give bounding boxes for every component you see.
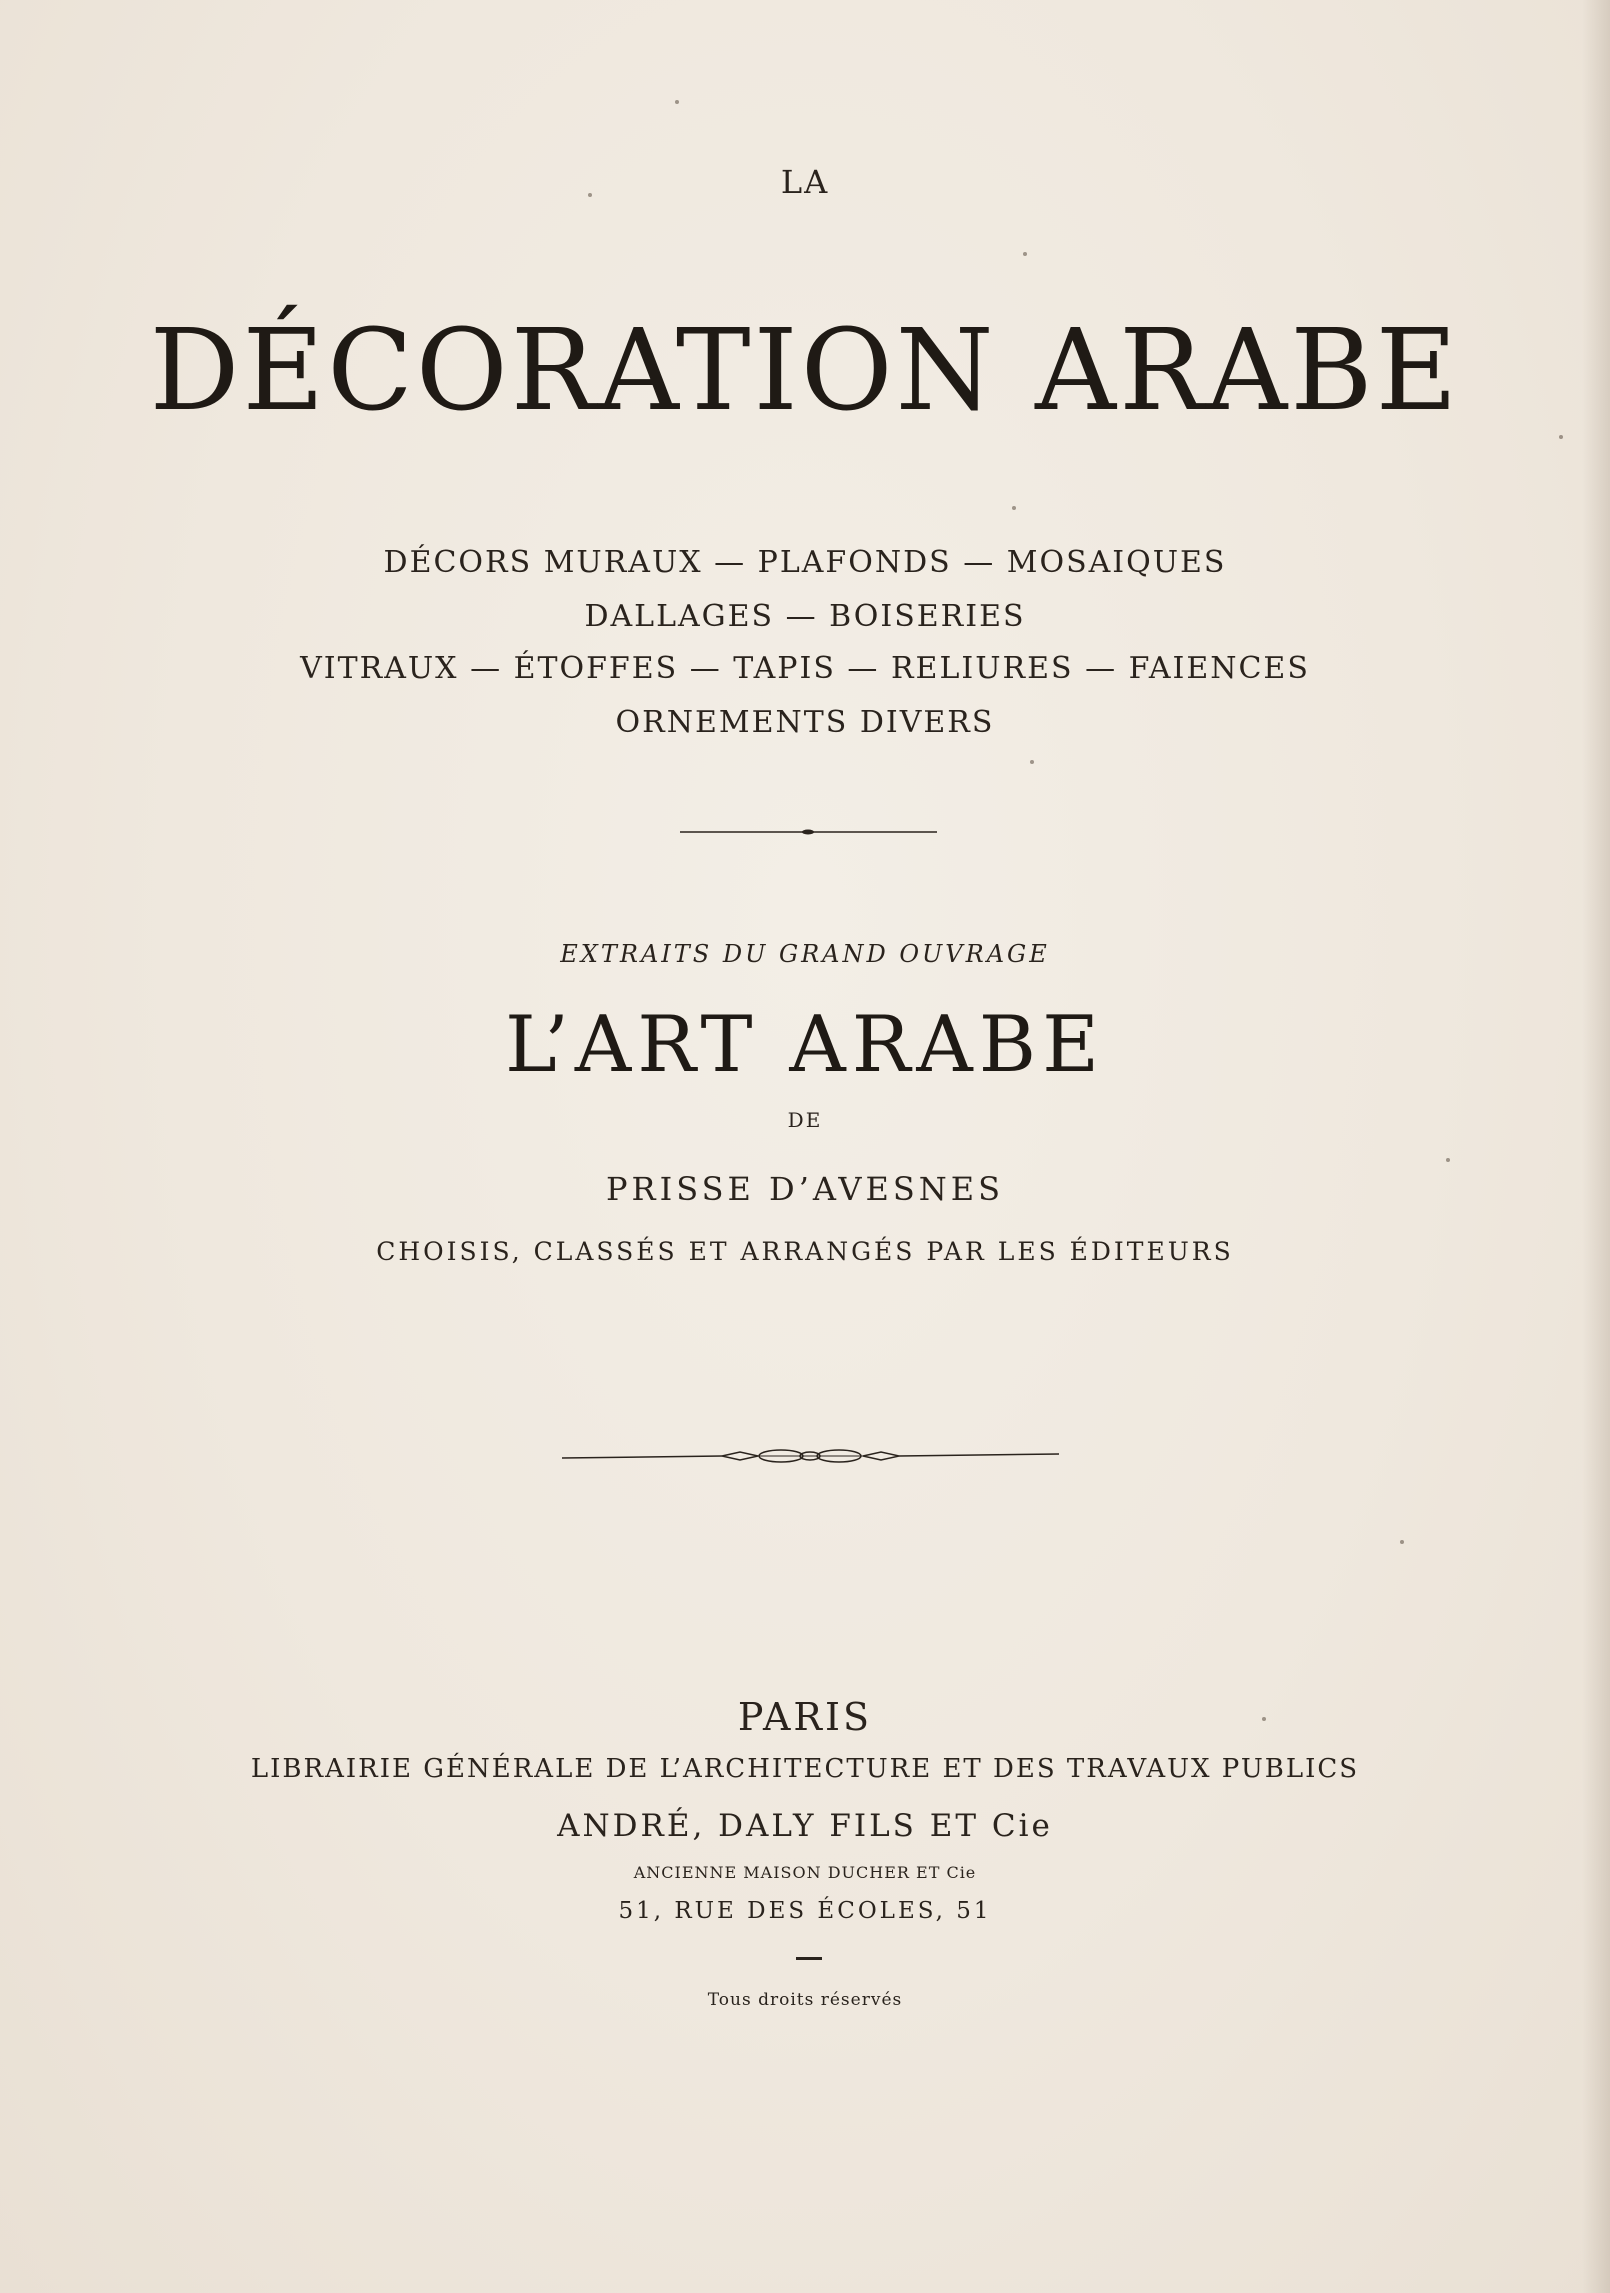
foxing-speck — [1400, 1540, 1404, 1544]
title-article: LA — [780, 163, 830, 201]
foxing-speck — [1446, 1158, 1450, 1162]
publisher-address: 51, RUE DES ÉCOLES, 51 — [618, 1898, 992, 1924]
author-name: PRISSE D’AVESNES — [605, 1170, 1005, 1208]
foxing-speck — [1023, 252, 1027, 256]
foxing-speck — [1030, 760, 1034, 764]
foxing-speck — [1012, 506, 1016, 510]
publisher-house: LIBRAIRIE GÉNÉRALE DE L’ARCHITECTURE ET DES TRAVAUX PUBLICS — [250, 1754, 1360, 1784]
extraits-line: EXTRAITS DU GRAND OUVRAGE — [560, 940, 1050, 968]
rights-notice: Tous droits réservés — [707, 1990, 903, 2010]
main-title: DÉCORATION ARABE — [149, 306, 1461, 436]
work-title: L’ART ARABE — [504, 1000, 1106, 1090]
subject-line: DÉCORS MURAUX — PLAFONDS — MOSAIQUES — [383, 545, 1227, 580]
preposition-de: DE — [787, 1108, 823, 1132]
short-dash-rule — [796, 1957, 822, 1960]
subject-line: VITRAUX — ÉTOFFES — TAPIS — RELIURES — FAIENCES — [300, 651, 1310, 686]
publisher-name: ANDRÉ, DALY FILS ET Cie — [557, 1808, 1053, 1844]
ornamental-rule — [562, 1440, 1059, 1472]
imprint-city: PARIS — [737, 1695, 873, 1739]
former-house: ANCIENNE MAISON DUCHER ET Cie — [633, 1863, 977, 1882]
arranged-by-line: CHOISIS, CLASSÉS ET ARRANGÉS PAR LES ÉDITEURS — [376, 1237, 1234, 1266]
subject-line: ORNEMENTS DIVERS — [615, 705, 995, 740]
foxing-speck — [675, 100, 679, 104]
subject-line: DALLAGES — BOISERIES — [584, 599, 1026, 634]
divider-rule — [680, 827, 937, 837]
